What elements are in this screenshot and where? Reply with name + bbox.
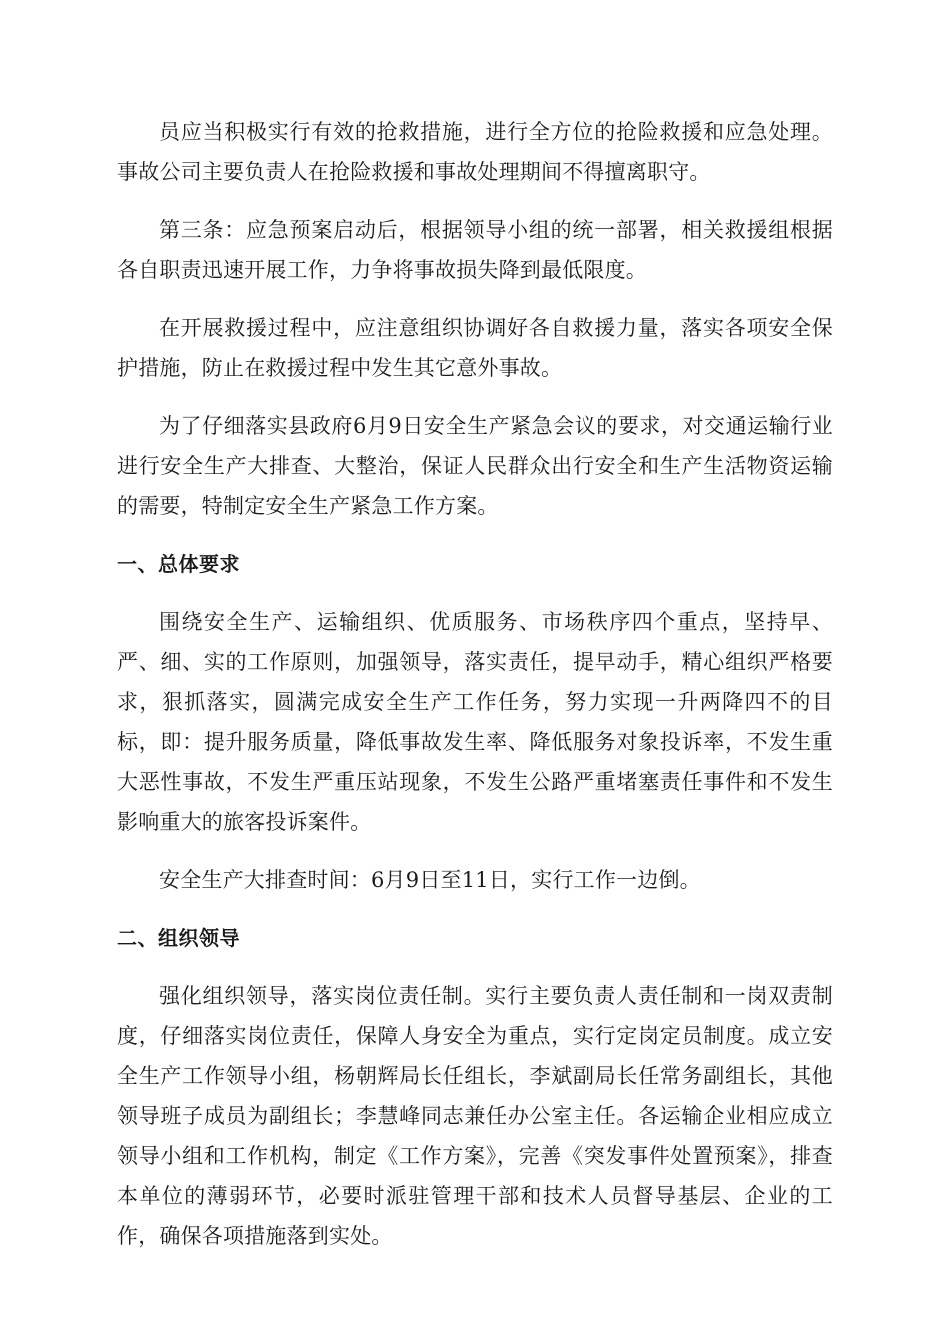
paragraph-inspection-time: 安全生产大排查时间：6月9日至11日，实行工作一边倒。 bbox=[159, 868, 701, 892]
paragraph-organization-leadership: 强化组织领导，落实岗位责任制。实行主要负责人责任制和一岗双责制度，仔细落实岗位责任，保障人身安全为重点，实行定岗定员制度。成立安全生产工作领导小组，杨朝辉局长任组长，李斌副局长任常务副组长，其他领导班子成员为副组长；李慧峰同志兼任办公室主任。各运输企业相应成立领导小组和工作机构，制定《工作方案》，完善《突发事件处置预案》，排查本单位的薄弱环节，必要时派驻管理干部和技术人员督导基层、企业的工作，确保各项措施落到实处。 bbox=[117, 984, 833, 1248]
paragraph-article-three: 第三条：应急预案启动后，根据领导小组的统一部署，相关救援组根据各自职责迅速开展工作，力争将事故损失降到最低限度。 bbox=[117, 218, 833, 282]
document-body bbox=[117, 112, 833, 1274]
section-heading-overall-requirements: 一、总体要求 bbox=[117, 552, 240, 576]
paragraph-plan-purpose: 为了仔细落实县政府6月9日安全生产紧急会议的要求，对交通运输行业进行安全生产大排查、大整治，保证人民群众出行安全和生产生活物资运输的需要，特制定安全生产紧急工作方案。 bbox=[117, 414, 833, 518]
paragraph-rescue-coordination: 在开展救援过程中，应注意组织协调好各自救援力量，落实各项安全保护措施，防止在救援过程中发生其它意外事故。 bbox=[117, 316, 833, 380]
section-heading-organization-leadership: 二、组织领导 bbox=[117, 926, 240, 950]
paragraph-rescue-measures: 员应当积极实行有效的抢救措施，进行全方位的抢险救援和应急处理。事故公司主要负责人在抢险救援和事故处理期间不得擅离职守。 bbox=[117, 120, 833, 184]
paragraph-overall-requirements: 围绕安全生产、运输组织、优质服务、市场秩序四个重点，坚持早、严、细、实的工作原则，加强领导，落实责任，提早动手，精心组织严格要求，狠抓落实，圆满完成安全生产工作任务，努力实现一升两降四不的目标，即：提升服务质量，降低事故发生率、降低服务对象投诉率，不发生重大恶性事故，不发生严重压站现象，不发生公路严重堵塞责任事件和不发生影响重大的旅客投诉案件。 bbox=[117, 610, 833, 834]
